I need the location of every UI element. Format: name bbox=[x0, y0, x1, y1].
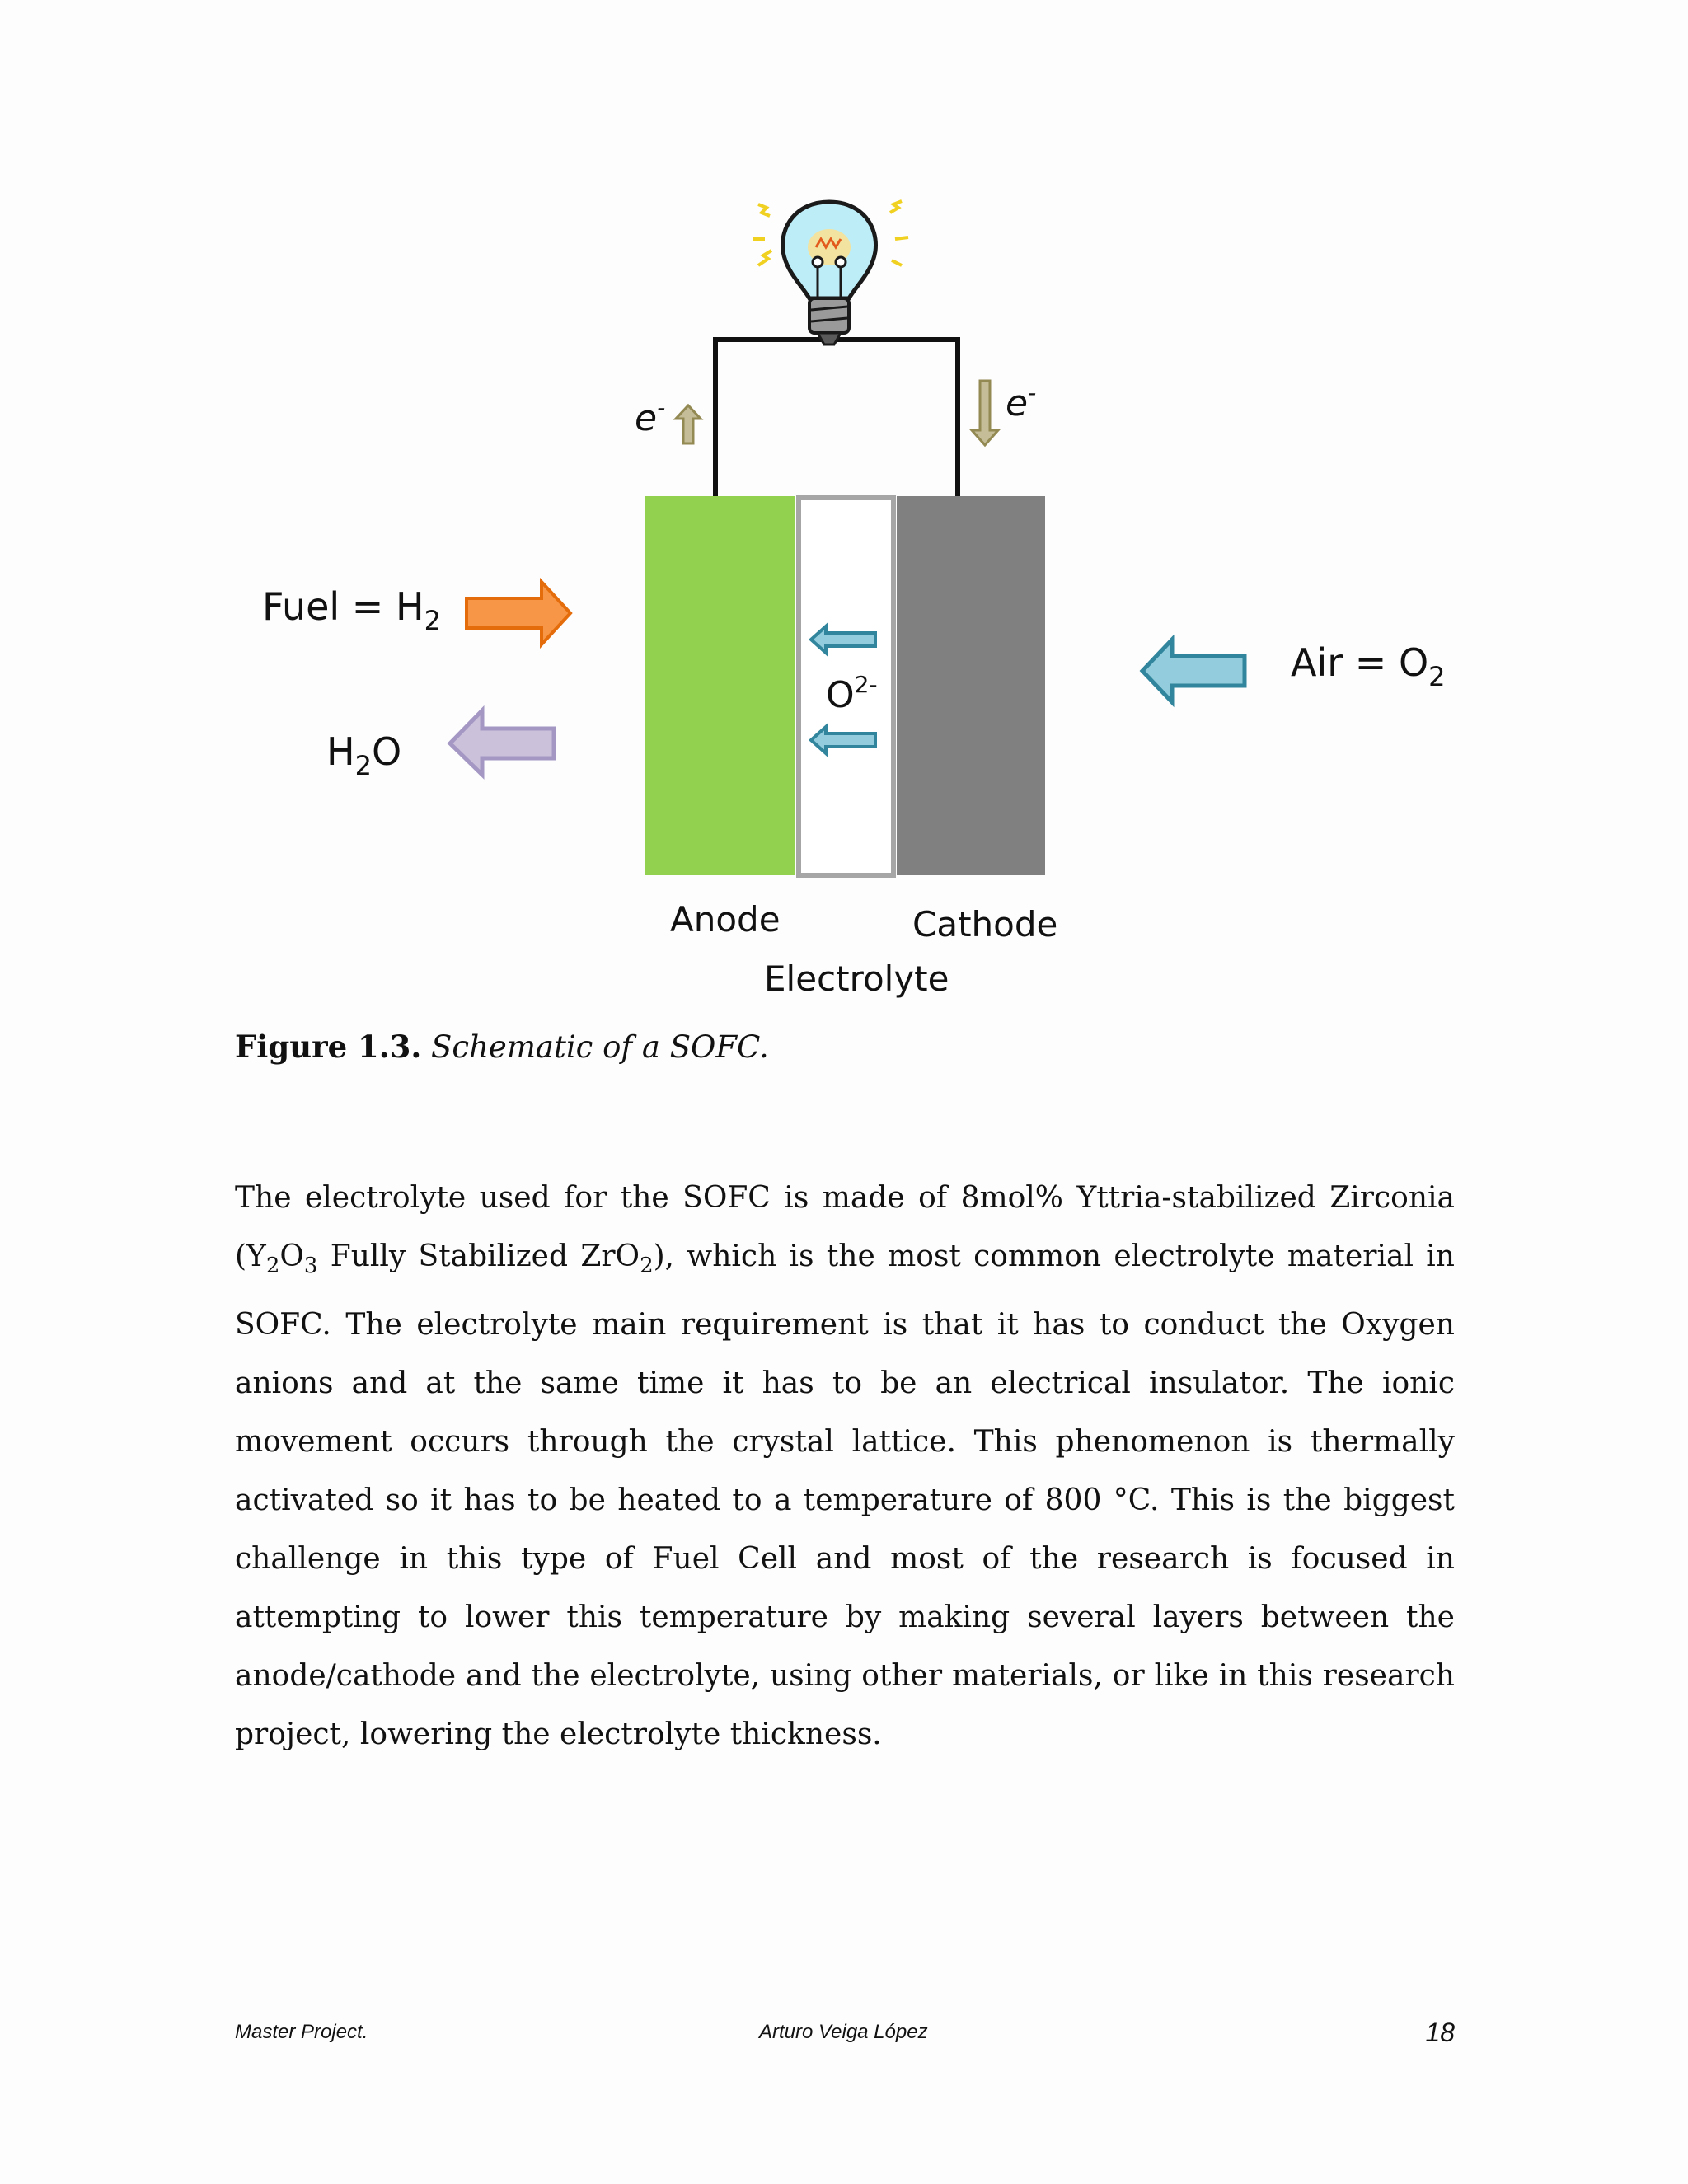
figure-caption-label: Figure 1.3. bbox=[235, 1029, 422, 1065]
ion-label: $O^{2-}$ bbox=[826, 671, 878, 716]
electron-right-label: e- bbox=[1006, 379, 1037, 424]
air-arrow bbox=[1142, 640, 1245, 702]
cathode-label: Cathode bbox=[912, 904, 1058, 944]
figure-caption bbox=[235, 1029, 1455, 1065]
light-bulb-icon bbox=[753, 201, 908, 344]
sofc-diagram bbox=[0, 0, 1688, 1030]
fuel-label: Fuel = $H_2$ bbox=[262, 584, 441, 636]
paragraph-1: The electrolyte used for the SOFC is made of 8mol% Yttria-stabilized Zirconia ($Y_2O_3$ Fully Stabilized ZrO$_2$), which is the most common electrolyte material in SOFC. The electrolyte main requirement is that it has to conduct the Oxygen anions and at the same time it has to be an electrical insulator. The ionic movement occurs through the crystal lattice. This phenomenon is thermally activated so it has to be heated to a temperature of 800 °C. This is the biggest challenge in this type of Fuel Cell and most of the research is focused in attempting to lower this temperature by making several layers between the anode/cathode and the electrolyte, using other materials, or like in this research project, lowering the electrolyte thickness. bbox=[235, 1181, 1455, 1752]
page-footer bbox=[235, 2018, 1455, 2050]
air-label: Air = $O_2$ bbox=[1291, 640, 1446, 692]
fuel-arrow bbox=[467, 582, 570, 644]
circuit-wire bbox=[715, 340, 958, 496]
electron-up-arrow bbox=[676, 405, 701, 443]
anode-label: Anode bbox=[670, 899, 781, 940]
cathode-block bbox=[897, 496, 1045, 875]
footer-author: Arturo Veiga López bbox=[759, 2021, 928, 2043]
electron-down-arrow bbox=[972, 381, 998, 445]
figure-caption-text: Schematic of a SOFC. bbox=[431, 1029, 769, 1065]
electrolyte-label: Electrolyte bbox=[764, 958, 950, 999]
footer-left: Master Project. bbox=[235, 2021, 368, 2043]
page-number: 18 bbox=[1425, 2018, 1455, 2047]
water-label: $H_2O$ bbox=[326, 729, 402, 781]
anode-block bbox=[645, 496, 795, 875]
body-paragraph bbox=[235, 1169, 1455, 1764]
electron-left-label: e- bbox=[635, 394, 666, 439]
water-arrow bbox=[450, 710, 554, 775]
